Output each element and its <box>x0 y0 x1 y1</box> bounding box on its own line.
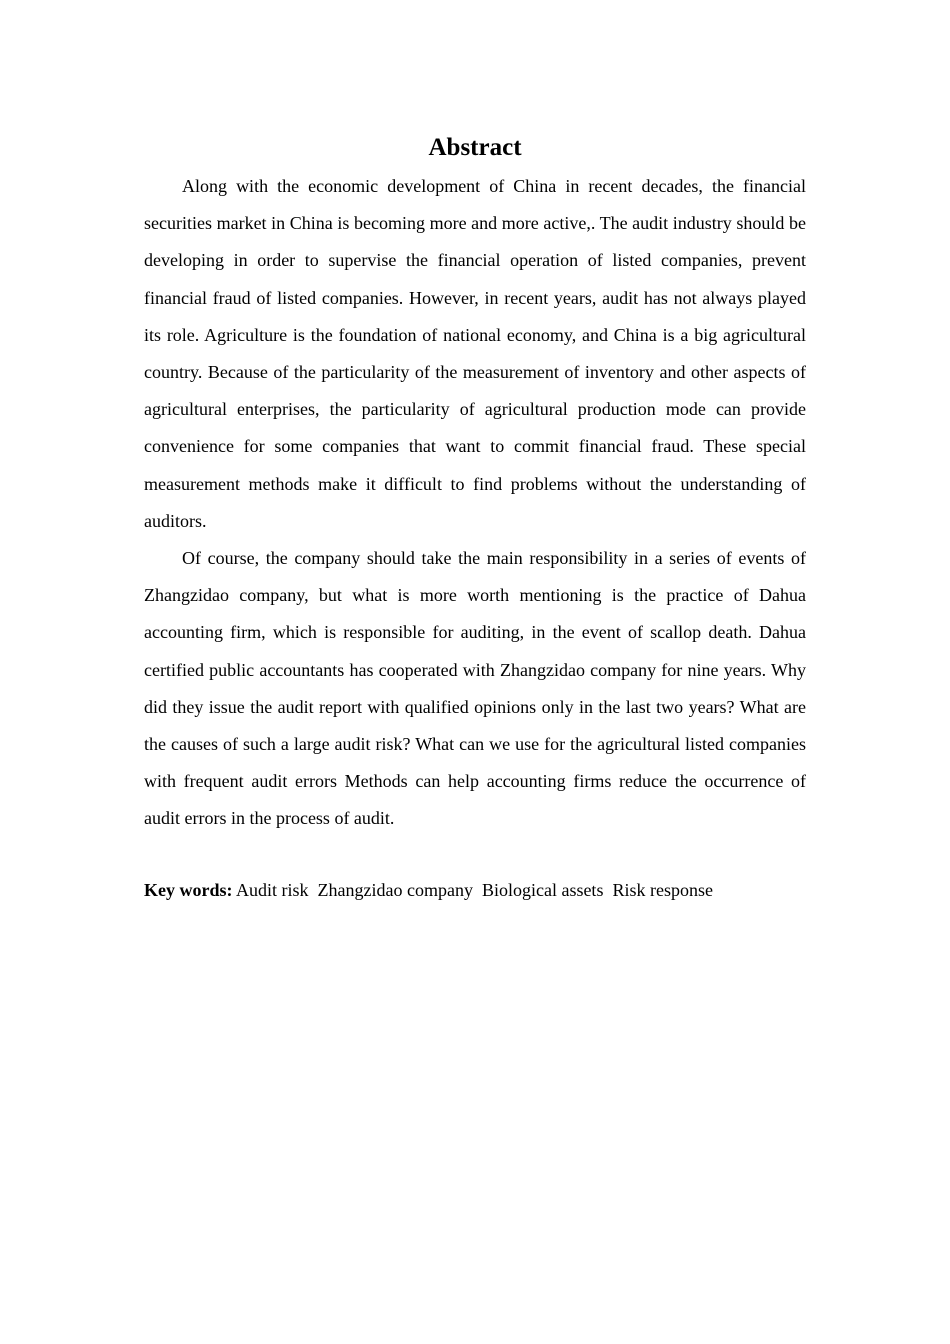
keywords-list: Audit risk Zhangzidao company Biological assets Risk response <box>236 879 713 900</box>
abstract-paragraph-2: Of course, the company should take the main responsibility in a series of events of Zhangzidao company, but what is more worth mentioning is the practice of Dahua accounting firm, which is responsible for auditing, in the event of scallop death. Dahua certified public accountants has cooperated with Zhangzidao company for nine years. Why did they issue the audit report with qualified opinions only in the last two years? What are the causes of such a large audit risk? What can we use for the agricultural listed companies with frequent audit errors Methods can help accounting firms reduce the occurrence of audit errors in the process of audit. <box>144 548 806 829</box>
abstract-title: Abstract <box>428 134 522 161</box>
abstract-page <box>144 130 806 909</box>
keywords-line <box>144 872 806 909</box>
keywords-label: Key words: <box>144 879 233 900</box>
abstract-paragraph-1: Along with the economic development of China in recent decades, the financial securities market in China is becoming more and more active,. The audit industry should be developing in order to supervise the financial operation of listed companies, prevent financial fraud of listed companies. However, in recent years, audit has not always played its role. Agriculture is the foundation of national economy, and China is a big agricultural country. Because of the particularity of the measurement of inventory and other aspects of agricultural enterprises, the particularity of agricultural production mode can provide convenience for some companies that want to commit financial fraud. These special measurement methods make it difficult to find problems without the understanding of auditors. <box>144 176 806 531</box>
